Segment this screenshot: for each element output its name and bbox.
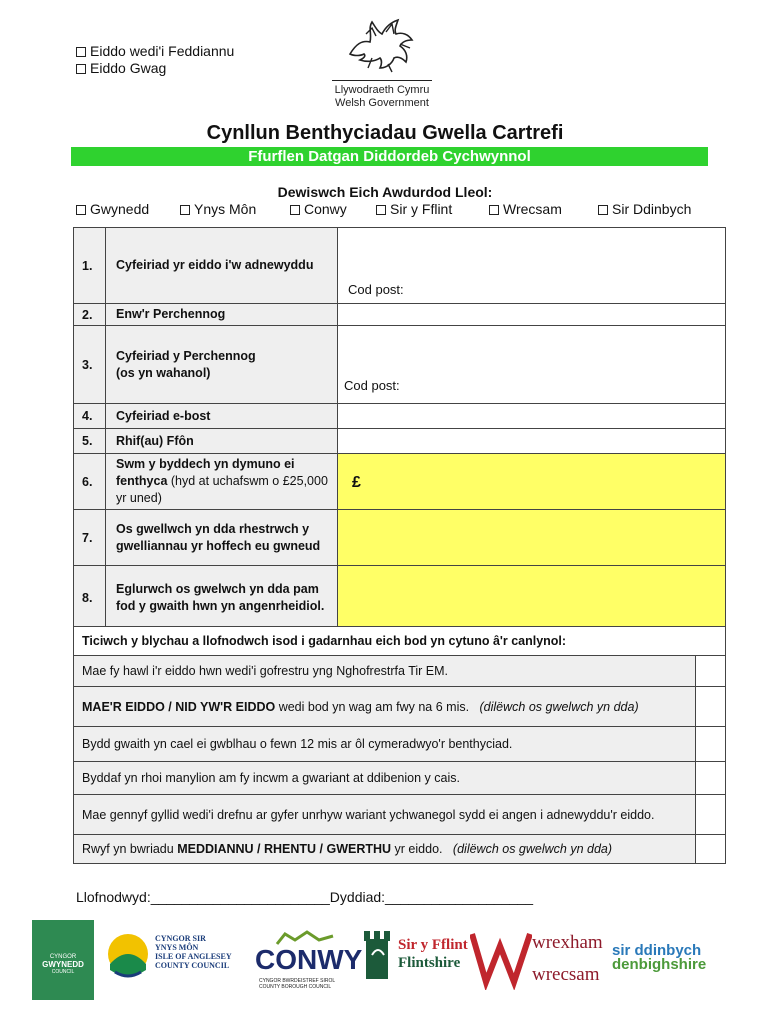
table-row — [74, 510, 726, 566]
tick-box[interactable] — [696, 687, 726, 727]
table-row — [74, 727, 726, 762]
la-option-gwynedd[interactable]: Gwynedd — [76, 201, 149, 217]
details-table — [73, 227, 726, 630]
statement: Mae gennyf gyllid wedi'i drefnu ar gyfer unrhyw wariant ychwanegol sydd ei angen i adnewyddu'r eiddo. — [74, 795, 696, 835]
row-label: Enw'r Perchennog — [106, 304, 338, 326]
checkbox[interactable] — [76, 64, 86, 74]
row-number: 1. — [74, 228, 106, 304]
logo-text-english: Welsh Government — [335, 97, 429, 109]
statement: Mae fy hawl i'r eiddo hwn wedi'i gofrestru yng Nghofrestrfa Tir EM. — [74, 656, 696, 687]
wrexham-w-icon — [470, 930, 532, 990]
table-row — [74, 835, 726, 864]
declaration-heading: Ticiwch y blychau a llofnodwch isod i gadarnhau eich bod yn cytuno â'r canlynol: — [74, 627, 726, 656]
row-number: 7. — [74, 510, 106, 566]
property-type-options — [76, 43, 236, 77]
tick-box[interactable] — [696, 835, 726, 864]
checkbox[interactable] — [76, 205, 86, 215]
gwynedd-council-logo: CYNGOR GWYNEDD COUNCIL — [32, 920, 94, 1000]
checkbox[interactable] — [76, 47, 86, 57]
owner-address-field[interactable] — [338, 326, 726, 404]
tick-box[interactable] — [696, 656, 726, 687]
table-row — [74, 566, 726, 630]
table-row — [74, 627, 726, 656]
table-row — [74, 656, 726, 687]
row-number: 2. — [74, 304, 106, 326]
la-option-denbighshire[interactable]: Sir Ddinbych — [598, 201, 691, 217]
local-authority-heading: Dewiswch Eich Awdurdod Lleol: — [277, 184, 493, 200]
currency-symbol: £ — [352, 474, 361, 491]
statement: Bydd gwaith yn cael ei gwblhau o fewn 12 mis ar ôl cymeradwyo'r benthyciad. — [74, 727, 696, 762]
la-option-conwy[interactable]: Conwy — [290, 201, 347, 217]
phone-field[interactable] — [338, 429, 726, 454]
statement: Byddaf yn rhoi manylion am fy incwm a gwariant at ddibenion y cais. — [74, 762, 696, 795]
tick-box[interactable] — [696, 795, 726, 835]
email-field[interactable] — [338, 404, 726, 429]
row-label: Cyfeiriad y Perchennog (os yn wahanol) — [106, 326, 338, 404]
logo-text-welsh: Llywodraeth Cymru — [334, 84, 430, 96]
postcode-label: Cod post: — [344, 378, 400, 393]
declaration-table — [73, 626, 726, 864]
table-row — [74, 762, 726, 795]
table-row — [74, 454, 726, 510]
tick-box[interactable] — [696, 762, 726, 795]
postcode-label: Cod post: — [348, 282, 404, 297]
property-address-field[interactable] — [338, 228, 726, 304]
dragon-icon — [342, 14, 422, 76]
page-title: Cynllun Benthyciadau Gwella Cartrefi — [206, 122, 564, 144]
table-row — [74, 228, 726, 304]
checkbox[interactable] — [290, 205, 300, 215]
table-row — [74, 304, 726, 326]
row-label: Rhif(au) Ffôn — [106, 429, 338, 454]
checkbox[interactable] — [489, 205, 499, 215]
la-option-wrexham[interactable]: Wrecsam — [489, 201, 562, 217]
wrexham-council-logo: wrexham wrecsam — [470, 930, 610, 995]
row-number: 3. — [74, 326, 106, 404]
checkbox[interactable] — [598, 205, 608, 215]
row-number: 6. — [74, 454, 106, 510]
row-number: 4. — [74, 404, 106, 429]
statement: Rwyf yn bwriadu MEDDIANNU / RHENTU / GWERTHU yr eiddo. (dilëwch os gwelwch yn dda) — [74, 835, 696, 864]
statement: MAE'R EIDDO / NID YW'R EIDDO wedi bod yn wag am fwy na 6 mis. (dilëwch os gwelwch yn dda) — [74, 687, 696, 727]
tick-box[interactable] — [696, 727, 726, 762]
row-label: Os gwellwch yn dda rhestrwch y gwelliannau yr hoffech eu gwneud — [106, 510, 338, 566]
row-label: Eglurwch os gwelwch yn dda pam fod y gwaith hwn yn angenrheidiol. — [106, 566, 338, 630]
table-row — [74, 795, 726, 835]
form-subtitle-banner: Ffurflen Datgan Diddordeb Cychwynnol — [71, 147, 708, 166]
anglesey-emblem-icon — [105, 930, 151, 990]
row-label: Cyfeiriad e-bost — [106, 404, 338, 429]
anglesey-council-logo: CYNGOR SIR YNYS MÔN ISLE OF ANGLESEY COUNTY COUNCIL — [105, 930, 255, 995]
checkbox[interactable] — [180, 205, 190, 215]
welsh-government-logo — [326, 14, 438, 110]
justification-field[interactable] — [338, 566, 726, 630]
la-option-flintshire[interactable]: Sir y Fflint — [376, 201, 452, 217]
flintshire-tower-icon — [360, 925, 396, 985]
la-option-ynys-mon[interactable]: Ynys Môn — [180, 201, 256, 217]
signature-date-line[interactable]: Llofnodwyd:_______________________Dyddiad:___________________ — [76, 889, 533, 905]
owner-name-field[interactable] — [338, 304, 726, 326]
checkbox[interactable] — [376, 205, 386, 215]
property-option-empty[interactable]: Eiddo Gwag — [76, 60, 236, 77]
property-option-occupied[interactable]: Eiddo wedi'i Feddiannu — [76, 43, 236, 60]
table-row — [74, 429, 726, 454]
row-number: 8. — [74, 566, 106, 630]
improvements-field[interactable] — [338, 510, 726, 566]
flintshire-council-logo: Sir y Fflint Flintshire — [360, 925, 470, 990]
table-row — [74, 687, 726, 727]
table-row — [74, 326, 726, 404]
row-label: Swm y byddech yn dymuno ei fenthyca (hyd at uchafswm o £25,000 yr uned) — [106, 454, 338, 510]
table-row — [74, 404, 726, 429]
row-number: 5. — [74, 429, 106, 454]
row-label: Cyfeiriad yr eiddo i'w adnewyddu — [106, 228, 338, 304]
loan-amount-field[interactable] — [338, 454, 726, 510]
